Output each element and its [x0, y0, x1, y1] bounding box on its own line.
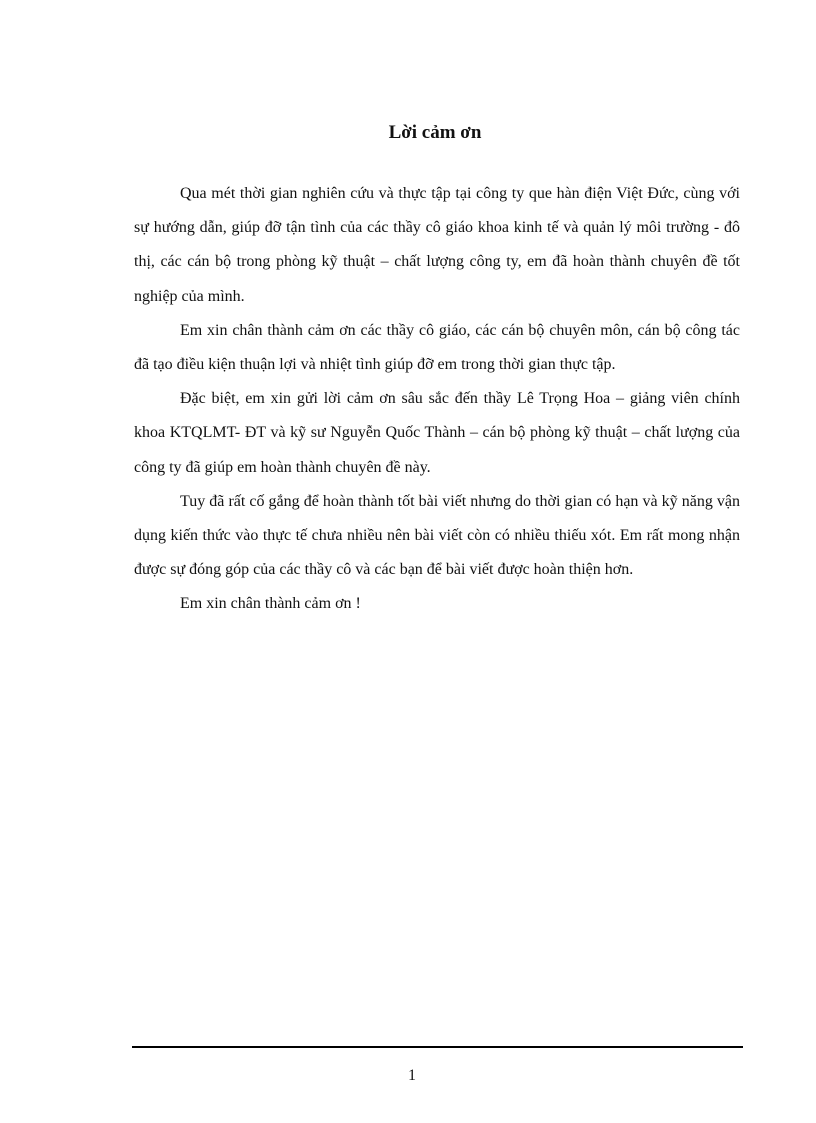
- document-body: [134, 177, 740, 622]
- paragraph-closing: Em xin chân thành cảm ơn !: [180, 595, 361, 613]
- paragraph-3: Đặc biệt, em xin gửi lời cảm ơn sâu sắc đến thầy Lê Trọng Hoa – giảng viên chính khoa KTQLMT- ĐT và kỹ sư Nguyễn Quốc Thành – cán bộ phòng kỹ thuật – chất lượng của công ty đã giúp em hoàn thành chuyên đề này.: [134, 390, 740, 476]
- page-title: Lời cảm ơn: [388, 122, 482, 143]
- page-number: 1: [408, 1067, 416, 1084]
- paragraph-1: Qua mét thời gian nghiên cứu và thực tập tại công ty que hàn điện Việt Đức, cùng với sự hướng dẫn, giúp đỡ tận tình của các thầy cô giáo khoa kinh tế và quản lý môi trường - đô thị, các cán bộ trong phòng kỹ thuật – chất lượng công ty, em đã hoàn thành chuyên đề tốt nghiệp của mình.: [134, 185, 740, 305]
- footer-divider: [132, 1046, 743, 1048]
- paragraph-4: Tuy đã rất cố gắng để hoàn thành tốt bài viết nhưng do thời gian có hạn và kỹ năng vận dụng kiến thức vào thực tế chưa nhiều nên bài viết còn có nhiều thiếu xót. Em rất mong nhận được sự đóng góp của các thầy cô và các bạn để bài viết được hoàn thiện hơn.: [134, 492, 740, 579]
- paragraph-2: Em xin chân thành cảm ơn các thầy cô giáo, các cán bộ chuyên môn, cán bộ công tác đã tạo điều kiện thuận lợi và nhiệt tình giúp đỡ em trong thời gian thực tập.: [134, 321, 740, 374]
